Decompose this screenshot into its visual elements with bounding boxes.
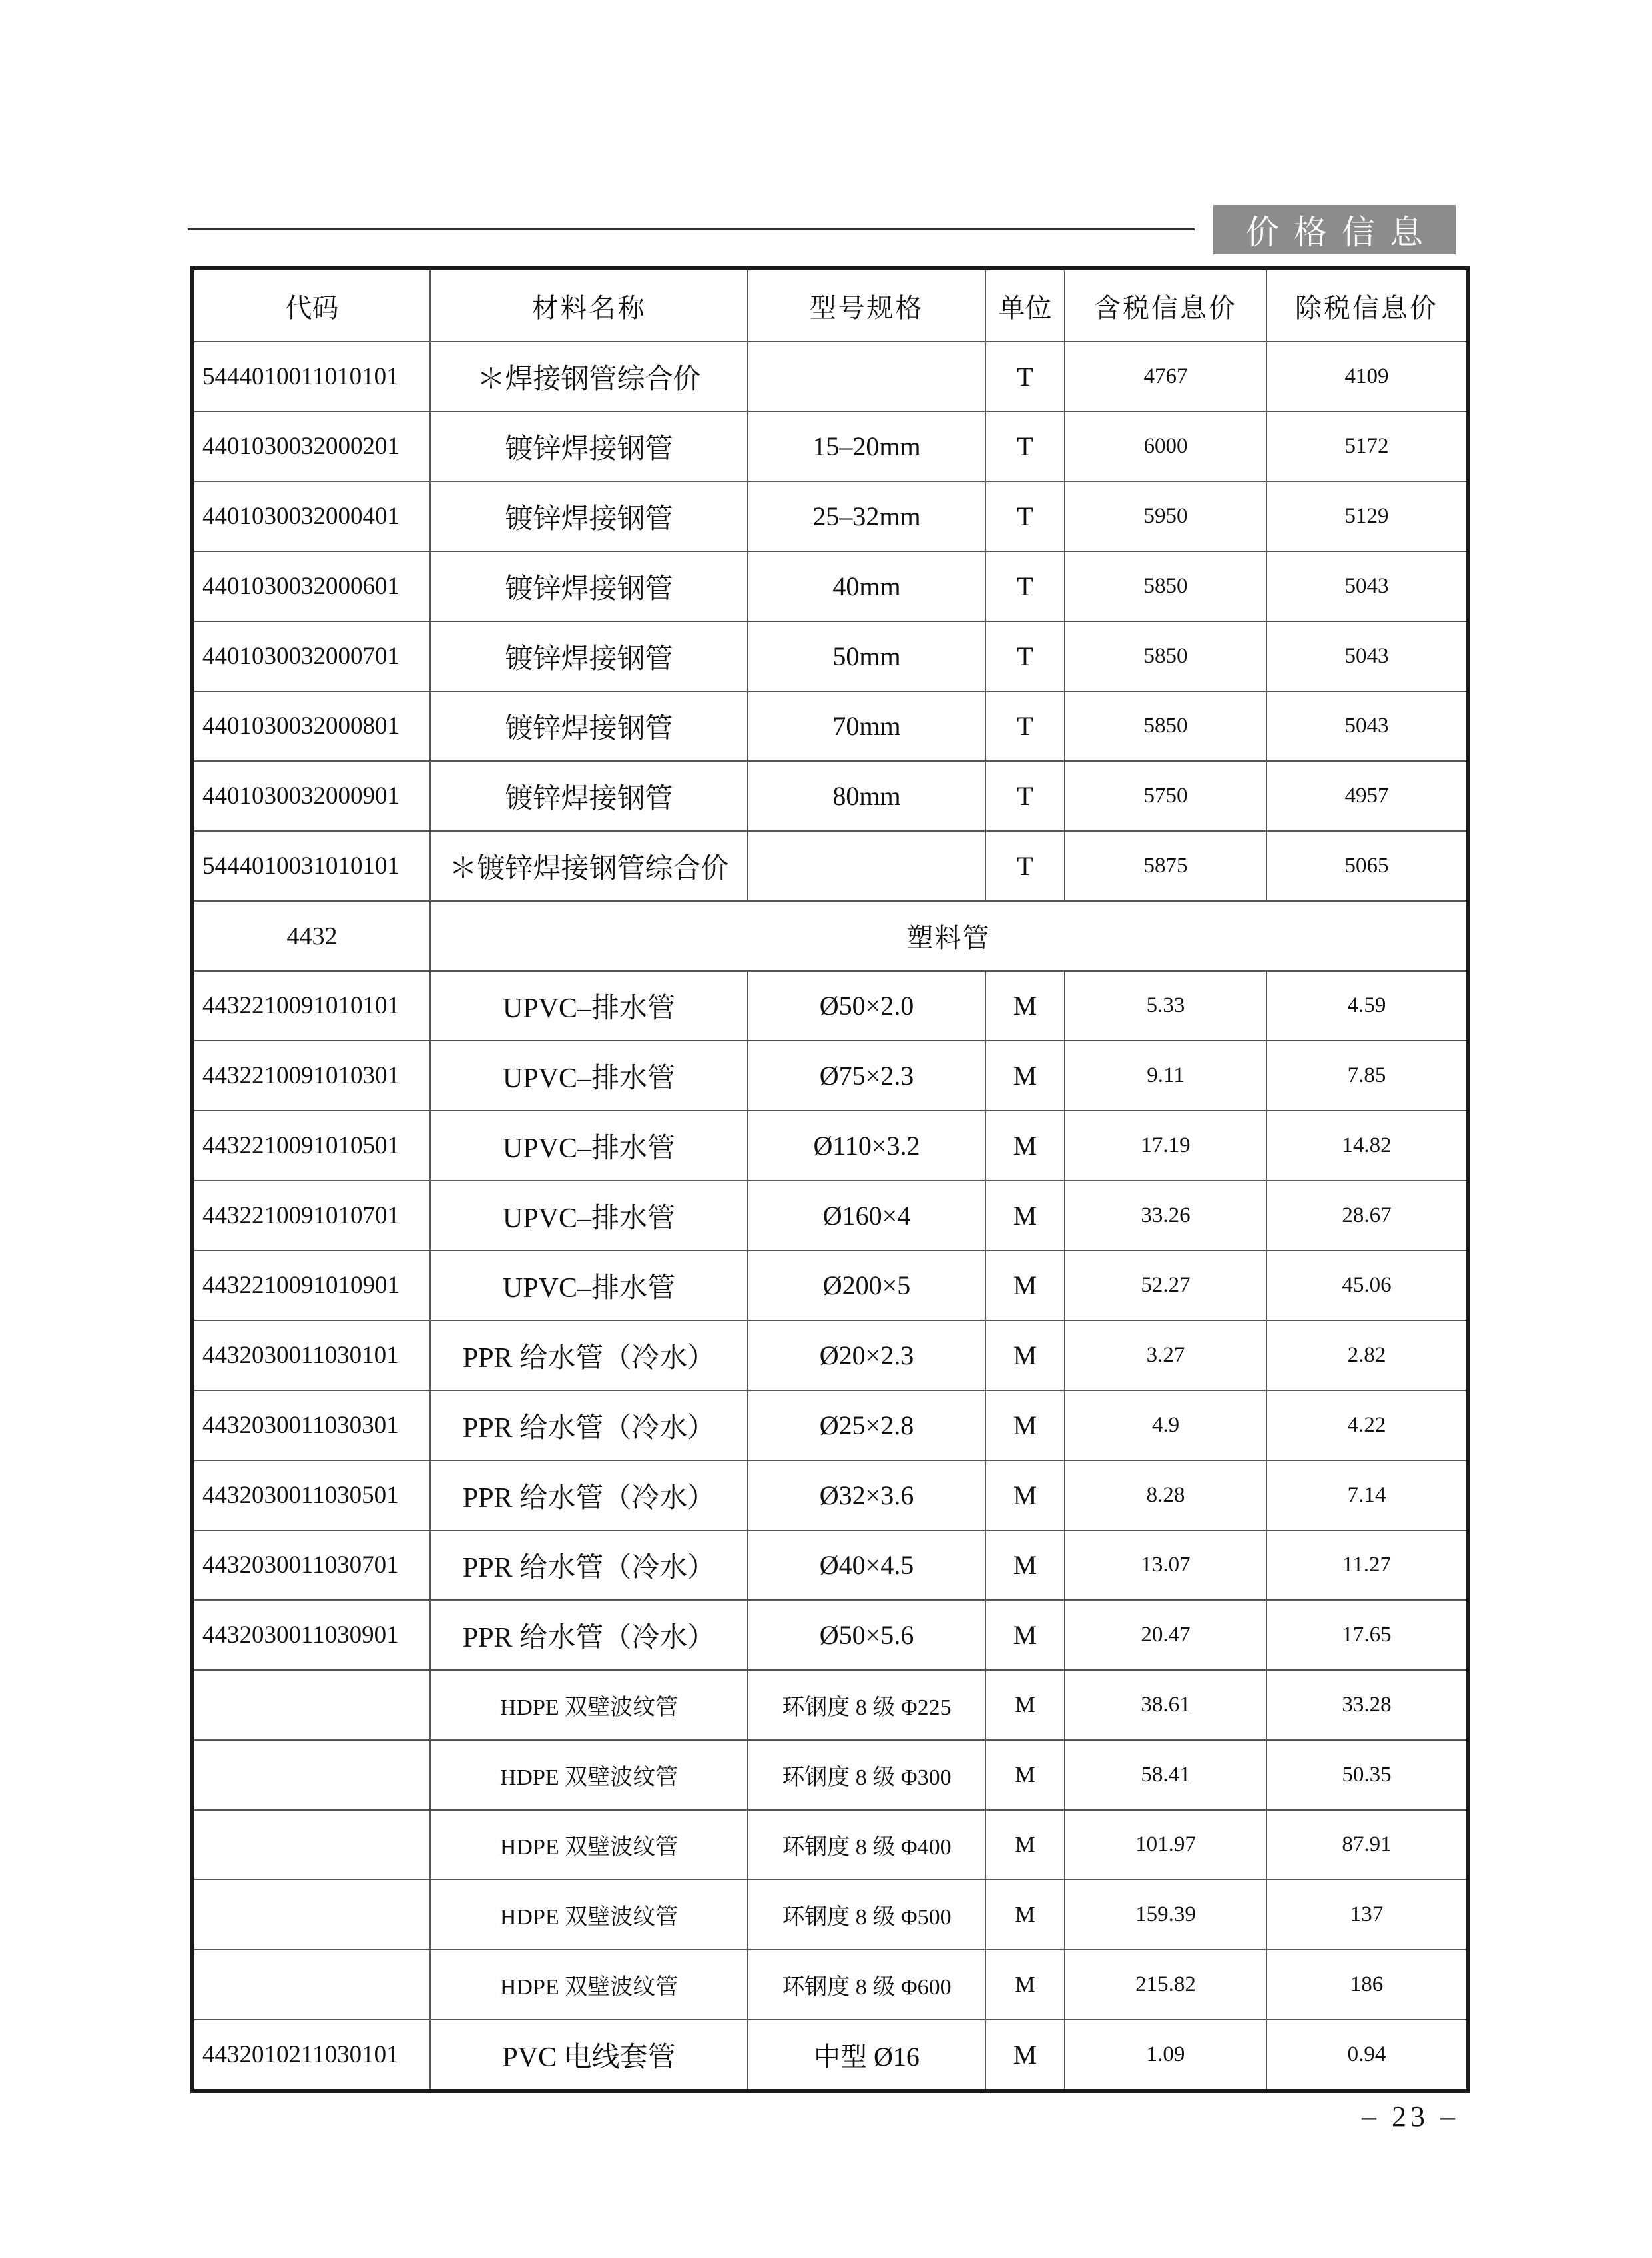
cell-code: 4432030011030101 bbox=[192, 1320, 430, 1390]
cell-spec: Ø25×2.8 bbox=[748, 1390, 985, 1460]
group-code: 4432 bbox=[192, 901, 430, 971]
cell-unit: T bbox=[985, 761, 1065, 831]
cell-spec: Ø160×4 bbox=[748, 1181, 985, 1251]
cell-net-price: 11.27 bbox=[1266, 1530, 1468, 1600]
cell-tax-price: 4.9 bbox=[1065, 1390, 1266, 1460]
cell-net-price: 2.82 bbox=[1266, 1320, 1468, 1390]
table-row bbox=[192, 1810, 1468, 1880]
cell-tax-price: 4767 bbox=[1065, 342, 1266, 412]
cell-code: 4401030032000901 bbox=[192, 761, 430, 831]
table-row bbox=[192, 481, 1468, 551]
cell-net-price: 186 bbox=[1266, 1950, 1468, 2020]
cell-spec: Ø40×4.5 bbox=[748, 1530, 985, 1600]
cell-code: 4432030011030901 bbox=[192, 1600, 430, 1670]
page-number: – 23 – bbox=[1362, 2100, 1459, 2133]
cell-tax-price: 5950 bbox=[1065, 481, 1266, 551]
cell-tax-price: 3.27 bbox=[1065, 1320, 1266, 1390]
cell-unit: M bbox=[985, 1530, 1065, 1600]
cell-spec: 环钢度 8 级 Φ225 bbox=[748, 1670, 985, 1740]
cell-net-price: 0.94 bbox=[1266, 2020, 1468, 2091]
cell-spec: Ø110×3.2 bbox=[748, 1111, 985, 1181]
cell-net-price: 4.22 bbox=[1266, 1390, 1468, 1460]
cell-code: 4401030032000401 bbox=[192, 481, 430, 551]
cell-name: HDPE 双壁波纹管 bbox=[430, 1810, 748, 1880]
section-title-tab: 价格信息 bbox=[1213, 205, 1456, 254]
cell-code: 4432030011030301 bbox=[192, 1390, 430, 1460]
cell-unit: M bbox=[985, 1041, 1065, 1111]
cell-code: 4432030011030701 bbox=[192, 1530, 430, 1600]
cell-net-price: 5129 bbox=[1266, 481, 1468, 551]
cell-spec: 50mm bbox=[748, 621, 985, 691]
column-header-unit: 单位 bbox=[985, 268, 1065, 342]
cell-unit: T bbox=[985, 691, 1065, 761]
table-body-steel bbox=[192, 342, 1468, 901]
cell-net-price: 33.28 bbox=[1266, 1670, 1468, 1740]
cell-name: UPVC–排水管 bbox=[430, 1041, 748, 1111]
cell-name: 镀锌焊接钢管 bbox=[430, 481, 748, 551]
cell-net-price: 7.85 bbox=[1266, 1041, 1468, 1111]
cell-tax-price: 5850 bbox=[1065, 621, 1266, 691]
cell-unit: M bbox=[985, 1320, 1065, 1390]
cell-net-price: 87.91 bbox=[1266, 1810, 1468, 1880]
cell-name: PPR 给水管（冷水） bbox=[430, 1390, 748, 1460]
cell-code: 5444010011010101 bbox=[192, 342, 430, 412]
cell-name: UPVC–排水管 bbox=[430, 971, 748, 1041]
cell-spec bbox=[748, 342, 985, 412]
cell-net-price: 5043 bbox=[1266, 551, 1468, 621]
cell-unit: M bbox=[985, 1181, 1065, 1251]
table-row bbox=[192, 1320, 1468, 1390]
cell-spec: 70mm bbox=[748, 691, 985, 761]
cell-name: PPR 给水管（冷水） bbox=[430, 1530, 748, 1600]
cell-name: HDPE 双壁波纹管 bbox=[430, 1740, 748, 1810]
cell-code: 4432210091010501 bbox=[192, 1111, 430, 1181]
cell-name: 镀锌焊接钢管 bbox=[430, 691, 748, 761]
cell-name: PPR 给水管（冷水） bbox=[430, 1320, 748, 1390]
table-row bbox=[192, 1251, 1468, 1320]
cell-spec bbox=[748, 831, 985, 901]
group-title: 塑料管 bbox=[430, 901, 1468, 971]
cell-name: UPVC–排水管 bbox=[430, 1111, 748, 1181]
table-row bbox=[192, 691, 1468, 761]
cell-net-price: 5043 bbox=[1266, 691, 1468, 761]
cell-tax-price: 17.19 bbox=[1065, 1111, 1266, 1181]
table-row bbox=[192, 621, 1468, 691]
cell-spec: 中型 Ø16 bbox=[748, 2020, 985, 2091]
cell-name: ＊焊接钢管综合价 bbox=[430, 342, 748, 412]
cell-name: PVC 电线套管 bbox=[430, 2020, 748, 2091]
cell-net-price: 5172 bbox=[1266, 412, 1468, 481]
cell-name: 镀锌焊接钢管 bbox=[430, 412, 748, 481]
table-row bbox=[192, 1390, 1468, 1460]
cell-code bbox=[192, 1880, 430, 1950]
cell-code: 4432210091010301 bbox=[192, 1041, 430, 1111]
cell-unit: M bbox=[985, 1880, 1065, 1950]
table-row bbox=[192, 1181, 1468, 1251]
cell-spec: Ø50×2.0 bbox=[748, 971, 985, 1041]
cell-unit: T bbox=[985, 831, 1065, 901]
table-row bbox=[192, 831, 1468, 901]
cell-unit: M bbox=[985, 1670, 1065, 1740]
group-row bbox=[192, 901, 1468, 971]
cell-spec: Ø20×2.3 bbox=[748, 1320, 985, 1390]
cell-net-price: 137 bbox=[1266, 1880, 1468, 1950]
table-row bbox=[192, 1880, 1468, 1950]
column-header-tax-price: 含税信息价 bbox=[1065, 268, 1266, 342]
table-row bbox=[192, 1740, 1468, 1810]
cell-tax-price: 13.07 bbox=[1065, 1530, 1266, 1600]
cell-code: 4401030032000801 bbox=[192, 691, 430, 761]
cell-code bbox=[192, 1740, 430, 1810]
cell-spec: 环钢度 8 级 Φ400 bbox=[748, 1810, 985, 1880]
cell-code: 4401030032000201 bbox=[192, 412, 430, 481]
cell-net-price: 4957 bbox=[1266, 761, 1468, 831]
table-row bbox=[192, 1111, 1468, 1181]
cell-unit: T bbox=[985, 481, 1065, 551]
cell-name: HDPE 双壁波纹管 bbox=[430, 1880, 748, 1950]
price-table bbox=[190, 266, 1470, 2093]
cell-tax-price: 5850 bbox=[1065, 691, 1266, 761]
column-header-name: 材料名称 bbox=[430, 268, 748, 342]
cell-name: 镀锌焊接钢管 bbox=[430, 621, 748, 691]
cell-unit: M bbox=[985, 1111, 1065, 1181]
cell-code: 4401030032000601 bbox=[192, 551, 430, 621]
cell-unit: T bbox=[985, 412, 1065, 481]
cell-spec: 环钢度 8 级 Φ300 bbox=[748, 1740, 985, 1810]
cell-name: 镀锌焊接钢管 bbox=[430, 551, 748, 621]
table-header-row bbox=[192, 268, 1468, 342]
cell-code bbox=[192, 1670, 430, 1740]
cell-net-price: 14.82 bbox=[1266, 1111, 1468, 1181]
cell-spec: Ø50×5.6 bbox=[748, 1600, 985, 1670]
cell-spec: 40mm bbox=[748, 551, 985, 621]
cell-spec: 环钢度 8 级 Φ600 bbox=[748, 1950, 985, 2020]
cell-unit: M bbox=[985, 1460, 1065, 1530]
cell-unit: M bbox=[985, 1810, 1065, 1880]
cell-net-price: 7.14 bbox=[1266, 1460, 1468, 1530]
cell-tax-price: 5.33 bbox=[1065, 971, 1266, 1041]
cell-tax-price: 5875 bbox=[1065, 831, 1266, 901]
column-header-code: 代码 bbox=[192, 268, 430, 342]
table-row bbox=[192, 551, 1468, 621]
cell-unit: M bbox=[985, 2020, 1065, 2091]
cell-spec: 15–20mm bbox=[748, 412, 985, 481]
cell-code: 5444010031010101 bbox=[192, 831, 430, 901]
cell-name: HDPE 双壁波纹管 bbox=[430, 1950, 748, 2020]
cell-unit: T bbox=[985, 342, 1065, 412]
cell-unit: T bbox=[985, 621, 1065, 691]
cell-code: 4432210091010901 bbox=[192, 1251, 430, 1320]
cell-unit: T bbox=[985, 551, 1065, 621]
cell-spec: 25–32mm bbox=[748, 481, 985, 551]
table-group-plastic bbox=[192, 901, 1468, 971]
cell-tax-price: 52.27 bbox=[1065, 1251, 1266, 1320]
cell-tax-price: 9.11 bbox=[1065, 1041, 1266, 1111]
table-row bbox=[192, 761, 1468, 831]
table-row bbox=[192, 412, 1468, 481]
cell-net-price: 4109 bbox=[1266, 342, 1468, 412]
cell-tax-price: 1.09 bbox=[1065, 2020, 1266, 2091]
cell-name: 镀锌焊接钢管 bbox=[430, 761, 748, 831]
cell-name: PPR 给水管（冷水） bbox=[430, 1460, 748, 1530]
cell-tax-price: 101.97 bbox=[1065, 1810, 1266, 1880]
cell-tax-price: 58.41 bbox=[1065, 1740, 1266, 1810]
header-rule bbox=[188, 228, 1195, 230]
cell-code bbox=[192, 1950, 430, 2020]
cell-name: PPR 给水管（冷水） bbox=[430, 1600, 748, 1670]
cell-name: UPVC–排水管 bbox=[430, 1251, 748, 1320]
cell-code: 4432030011030501 bbox=[192, 1460, 430, 1530]
cell-tax-price: 5850 bbox=[1065, 551, 1266, 621]
cell-name: HDPE 双壁波纹管 bbox=[430, 1670, 748, 1740]
table-row bbox=[192, 2020, 1468, 2091]
cell-unit: M bbox=[985, 1740, 1065, 1810]
cell-unit: M bbox=[985, 1251, 1065, 1320]
cell-tax-price: 8.28 bbox=[1065, 1460, 1266, 1530]
cell-net-price: 50.35 bbox=[1266, 1740, 1468, 1810]
cell-name: ＊镀锌焊接钢管综合价 bbox=[430, 831, 748, 901]
table-row bbox=[192, 1530, 1468, 1600]
cell-unit: M bbox=[985, 971, 1065, 1041]
cell-unit: M bbox=[985, 1390, 1065, 1460]
cell-code: 4432210091010101 bbox=[192, 971, 430, 1041]
table-row bbox=[192, 1041, 1468, 1111]
cell-code: 4432010211030101 bbox=[192, 2020, 430, 2091]
cell-tax-price: 215.82 bbox=[1065, 1950, 1266, 2020]
cell-net-price: 5043 bbox=[1266, 621, 1468, 691]
cell-net-price: 5065 bbox=[1266, 831, 1468, 901]
cell-tax-price: 5750 bbox=[1065, 761, 1266, 831]
cell-tax-price: 20.47 bbox=[1065, 1600, 1266, 1670]
cell-net-price: 17.65 bbox=[1266, 1600, 1468, 1670]
cell-tax-price: 33.26 bbox=[1065, 1181, 1266, 1251]
cell-code bbox=[192, 1810, 430, 1880]
cell-spec: Ø200×5 bbox=[748, 1251, 985, 1320]
cell-net-price: 4.59 bbox=[1266, 971, 1468, 1041]
cell-spec: Ø75×2.3 bbox=[748, 1041, 985, 1111]
cell-code: 4432210091010701 bbox=[192, 1181, 430, 1251]
cell-unit: M bbox=[985, 1950, 1065, 2020]
cell-net-price: 45.06 bbox=[1266, 1251, 1468, 1320]
table-row bbox=[192, 1950, 1468, 2020]
cell-tax-price: 159.39 bbox=[1065, 1880, 1266, 1950]
table-row bbox=[192, 1600, 1468, 1670]
table-row bbox=[192, 1460, 1468, 1530]
cell-spec: 80mm bbox=[748, 761, 985, 831]
cell-tax-price: 6000 bbox=[1065, 412, 1266, 481]
cell-name: UPVC–排水管 bbox=[430, 1181, 748, 1251]
table-body-plastic bbox=[192, 971, 1468, 2091]
cell-code: 4401030032000701 bbox=[192, 621, 430, 691]
cell-spec: 环钢度 8 级 Φ500 bbox=[748, 1880, 985, 1950]
cell-net-price: 28.67 bbox=[1266, 1181, 1468, 1251]
table-row bbox=[192, 1670, 1468, 1740]
table-row bbox=[192, 342, 1468, 412]
cell-tax-price: 38.61 bbox=[1065, 1670, 1266, 1740]
cell-unit: M bbox=[985, 1600, 1065, 1670]
cell-spec: Ø32×3.6 bbox=[748, 1460, 985, 1530]
column-header-net-price: 除税信息价 bbox=[1266, 268, 1468, 342]
column-header-spec: 型号规格 bbox=[748, 268, 985, 342]
table-row bbox=[192, 971, 1468, 1041]
